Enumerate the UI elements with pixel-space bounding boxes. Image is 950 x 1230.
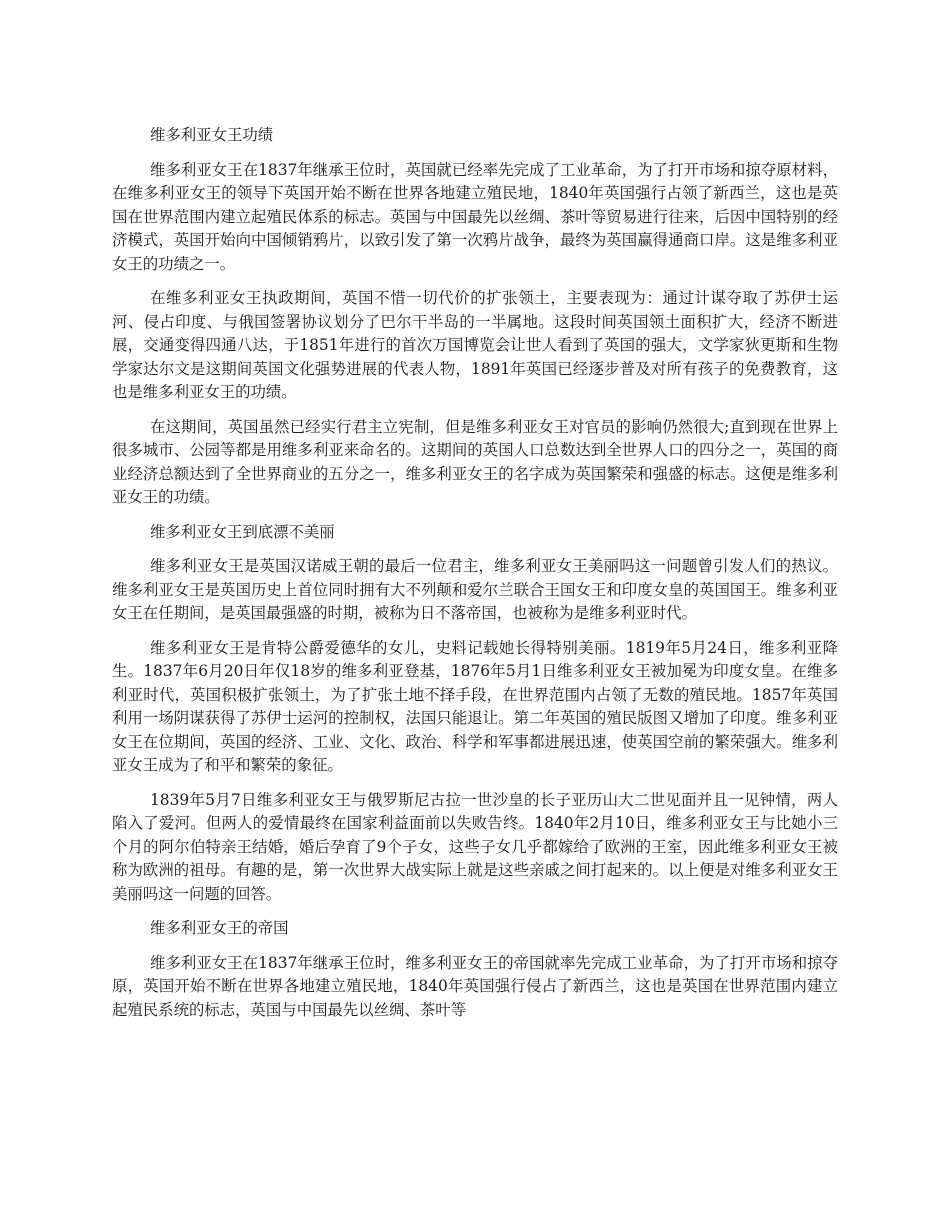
section-heading: 维多利亚女王的帝国 (150, 919, 289, 937)
section-heading: 维多利亚女王功绩 (150, 126, 274, 144)
paragraph: 维多利亚女王在1837年继承王位时，英国就已经率先完成了工业革命，为了打开市场和掠夺原材料，在维多利亚女王的领导下英国开始不断在世界各地建立殖民地，1840年英国强行占领了新西兰，这也是英国在世界范围内建立起殖民体系的标志。英国与中国最先以丝绸、茶叶等贸易进行往来，后因中国特别的经济模式，英国开始向中国倾销鸦片，以致引发了第一次鸦片战争，最终为英国赢得通商口岸。这是维多利亚女王的功绩之一。 (112, 160, 838, 273)
paragraph: 1839年5月7日维多利亚女王与俄罗斯尼古拉一世沙皇的长子亚历山大二世见面并且一见钟情，两人陷入了爱河。但两人的爱情最终在国家利益面前以失败告终。1840年2月10日，维多利亚女王与比她小三个月的阿尔伯特亲王结婚，婚后孕育了9个子女，这些子女几乎都嫁给了欧洲的王室，因此维多利亚女王被称为欧洲的祖母。有趣的是，第一次世界大战实际上就是这些亲戚之间打起来的。以上便是对维多利亚女王美丽吗这一问题的回答。 (112, 790, 838, 903)
paragraph: 维多利亚女王是英国汉诺威王朝的最后一位君主，维多利亚女王美丽吗这一问题曾引发人们的热议。维多利亚女王是英国历史上首位同时拥有大不列颠和爱尔兰联合王国女王和印度女皇的英国国王。维多利亚女王在任期间，是英国最强盛的时期，被称为日不落帝国，也被称为是维多利亚时代。 (112, 557, 838, 622)
document-body (112, 124, 838, 1033)
paragraph: 维多利亚女王在1837年继承王位时，维多利亚女王的帝国就率先完成工业革命，为了打开市场和掠夺原，英国开始不断在世界各地建立殖民地，1840年英国强行侵占了新西兰，这也是英国在世界范围内建立起殖民系统的标志，英国与中国最先以丝绸、茶叶等 (112, 953, 838, 1019)
paragraph: 在这期间，英国虽然已经实行君主立宪制，但是维多利亚女王对官员的影响仍然很大;直到现在世界上很多城市、公园等都是用维多利亚来命名的。这期间的英国人口总数达到全世界人口的四分之一，英国的商业经济总额达到了全世界商业的五分之一，维多利亚女王的名字成为英国繁荣和强盛的标志。这便是维多利亚女王的功绩。 (112, 417, 838, 506)
section-heading: 维多利亚女王到底漂不美丽 (150, 522, 335, 541)
paragraph: 在维多利亚女王执政期间，英国不惜一切代价的扩张领土，主要表现为：通过计谋夺取了苏伊士运河、侵占印度、与俄国签署协议划分了巴尔干半岛的一半属地。这段时间英国领土面积扩大，经济不断进展，交通变得四通八达，于1851年进行的首次万国博览会让世人看到了英国的强大，文学家狄更斯和生物学家达尔文是这期间英国文化强势进展的代表人物，1891年英国已经逐步普及对所有孩子的免费教育，这也是维多利亚女王的功绩。 (112, 289, 838, 401)
paragraph: 维多利亚女王是肯特公爵爱德华的女儿，史料记载她长得特别美丽。1819年5月24日，维多利亚降生。1837年6月20日年仅18岁的维多利亚登基，1876年5月1日维多利亚女王被加冕为印度女皇。在维多利亚时代，英国积极扩张领土，为了扩张土地不择手段，在世界范围内占领了无数的殖民地。1857年英国利用一场阴谋获得了苏伊士运河的控制权，法国只能退让。第二年英国的殖民版图又增加了印度。维多利亚女王在位期间，英国的经济、工业、文化、政治、科学和军事都进展迅速，使英国空前的繁荣强大。维多利亚女王成为了和平和繁荣的象征。 (112, 638, 838, 774)
